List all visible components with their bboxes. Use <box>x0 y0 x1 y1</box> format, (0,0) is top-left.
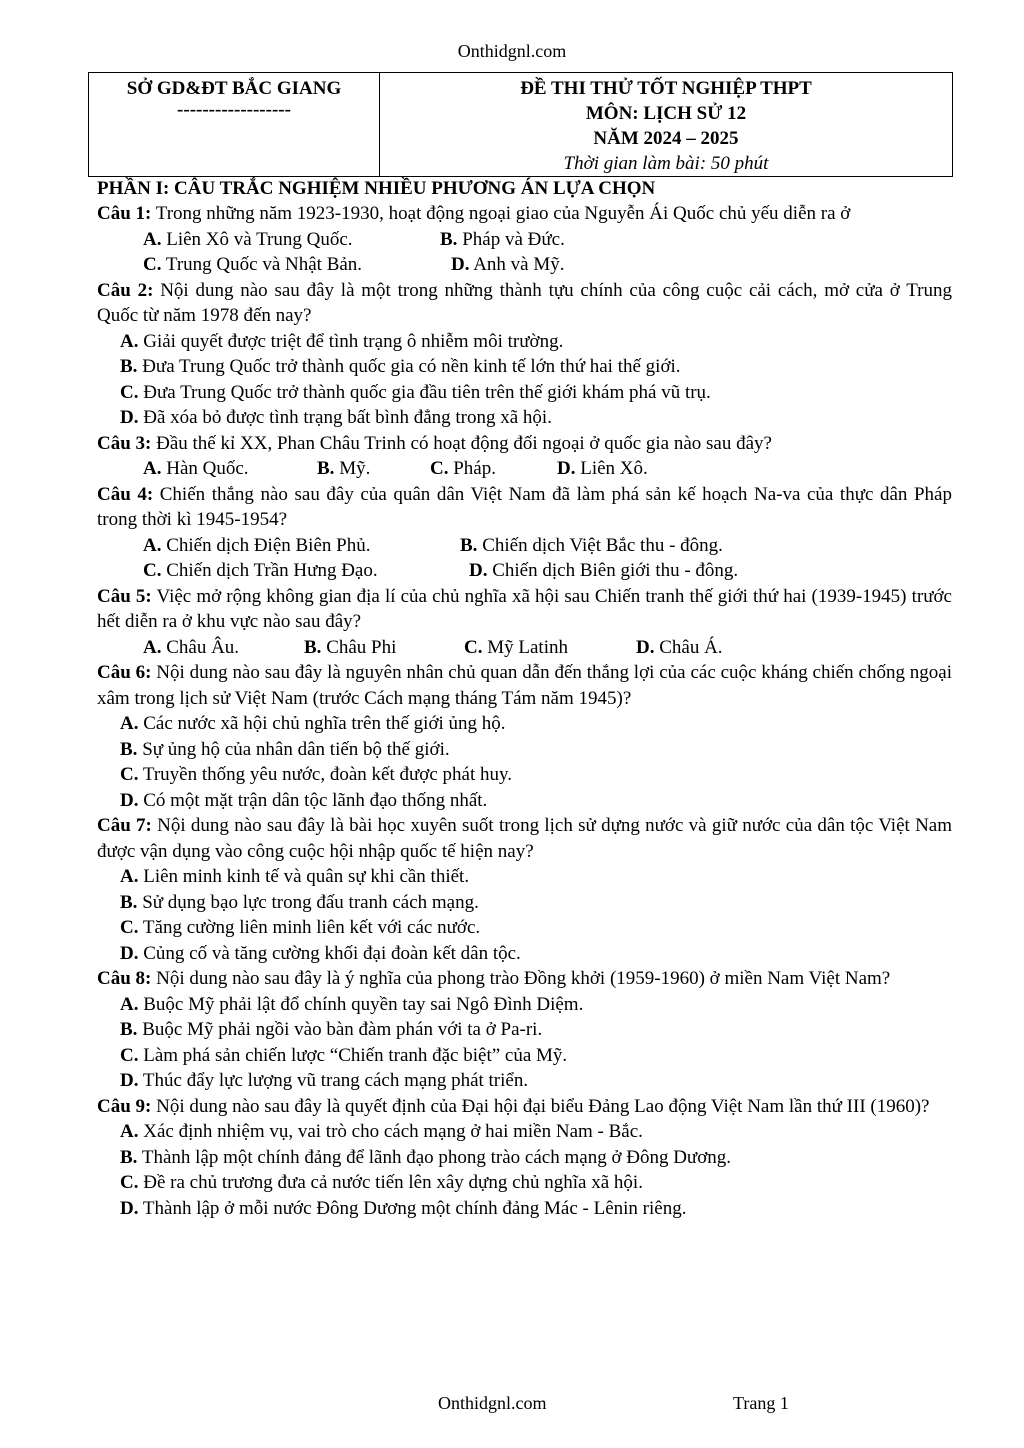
department-divider: ------------------ <box>177 99 291 120</box>
exam-subject: MÔN: LỊCH SỬ 12 <box>585 103 747 124</box>
question-text: Nội dung nào sau đây là ý nghĩa của phong trào Đồng khởi (1959-1960) ở miền Nam Việt Nam? <box>151 968 891 989</box>
option-text: Làm phá sản chiến lược “Chiến tranh đặc biệt” của Mỹ. <box>143 1044 568 1066</box>
option-text: Liên Xô. <box>580 458 648 479</box>
option-b <box>97 354 952 380</box>
option-letter: B. <box>120 1019 138 1040</box>
option-letter: A. <box>143 458 162 479</box>
question-text: Trong những năm 1923-1930, hoạt động ngoại giao của Nguyễn Ái Quốc chủ yếu diễn ra ở <box>151 203 851 224</box>
option-text: Xác định nhiệm vụ, vai trò cho cách mạng ở hai miền Nam - Bắc. <box>143 1121 643 1142</box>
option-text: Pháp và Đức. <box>462 228 565 250</box>
option-c <box>97 915 952 941</box>
option-letter: C. <box>120 764 139 785</box>
question-3 <box>97 431 952 457</box>
department-name: SỞ GD&ĐT BẮC GIANG <box>126 78 342 99</box>
site-header: Onthidgnl.com <box>457 41 567 61</box>
question-label: Câu 7: <box>97 815 152 836</box>
option-d <box>97 941 952 967</box>
option-letter: C. <box>430 458 449 479</box>
question-text: Nội dung nào sau đây là một trong những thành tựu chính của công cuộc cải cách, mở cửa ở Trung Quốc từ năm 1978 đến nay? <box>97 279 952 326</box>
option-letter: B. <box>317 458 335 479</box>
option-b <box>97 737 952 763</box>
option-d <box>97 1196 952 1222</box>
option-letter: C. <box>143 254 162 275</box>
option-b <box>440 227 565 253</box>
option-a <box>143 635 304 661</box>
question-7 <box>97 813 952 864</box>
option-text: Chiến dịch Việt Bắc thu - đông. <box>482 534 723 556</box>
option-text: Tăng cường liên minh liên kết với các nước. <box>142 917 481 938</box>
exam-header-table <box>88 72 953 177</box>
option-letter: B. <box>120 356 138 377</box>
option-c <box>143 252 451 278</box>
option-text: Trung Quốc và Nhật Bản. <box>165 254 363 275</box>
option-a <box>97 711 952 737</box>
option-text: Mỹ Latinh <box>487 636 568 658</box>
option-text: Đã xóa bỏ được tình trạng bất bình đẳng trong xã hội. <box>143 407 552 428</box>
option-text: Củng cố và tăng cường khối đại đoàn kết dân tộc. <box>143 942 521 964</box>
exam-title-cell <box>380 73 953 177</box>
option-letter: A. <box>120 330 139 352</box>
question-1 <box>97 201 952 227</box>
option-text: Châu Phi <box>326 636 397 658</box>
option-letter: D. <box>120 942 139 964</box>
option-a <box>143 456 317 482</box>
option-b <box>97 1017 952 1043</box>
option-text: Chiến dịch Điện Biên Phủ. <box>166 534 371 556</box>
question-label: Câu 6: <box>97 662 152 683</box>
option-letter: A. <box>120 993 139 1015</box>
option-text: Mỹ. <box>339 458 371 479</box>
question-6 <box>97 660 952 711</box>
question-text: Nội dung nào sau đây là nguyên nhân chủ quan dẫn đến thắng lợi của các cuộc kháng chiến chống ngoại xâm trong lịch sử Việt Nam (trước Cách mạng tháng Tám năm 1945)? <box>97 662 952 709</box>
exam-duration: Thời gian làm bài: 50 phút <box>563 153 769 174</box>
option-d <box>97 405 952 431</box>
question-label: Câu 1: <box>97 203 152 224</box>
option-text: Chiến dịch Biên giới thu - đông. <box>492 560 739 581</box>
option-text: Châu Á. <box>659 636 723 658</box>
question-label: Câu 9: <box>97 1095 152 1117</box>
option-b <box>97 890 952 916</box>
option-text: Hàn Quốc. <box>166 458 249 479</box>
department-cell <box>89 73 380 177</box>
question-text: Đầu thế kỉ XX, Phan Châu Trinh có hoạt động đối ngoại ở quốc gia nào sau đây? <box>151 432 772 454</box>
options-row <box>97 456 952 482</box>
option-a <box>97 329 952 355</box>
page-number: Trang 1 <box>733 1393 789 1413</box>
option-text: Có một mặt trận dân tộc lãnh đạo thống nhất. <box>143 789 488 811</box>
option-letter: D. <box>451 254 470 275</box>
options-row <box>97 252 952 278</box>
question-text: Chiến thắng nào sau đây của quân dân Việt Nam đã làm phá sản kế hoạch Na-va của thực dân Pháp trong thời kì 1945-1954? <box>97 483 952 530</box>
option-d <box>636 635 723 661</box>
option-letter: A. <box>143 228 162 250</box>
option-b <box>97 1145 952 1171</box>
option-a <box>97 992 952 1018</box>
option-b <box>460 533 723 559</box>
option-c <box>464 635 636 661</box>
question-label: Câu 3: <box>97 432 152 454</box>
question-8 <box>97 966 952 992</box>
option-text: Pháp. <box>453 458 496 479</box>
option-text: Thúc đẩy lực lượng vũ trang cách mạng phát triển. <box>142 1070 529 1091</box>
option-text: Sử dụng bạo lực trong đấu tranh cách mạng. <box>142 891 479 913</box>
option-letter: C. <box>120 1172 139 1193</box>
option-c <box>143 558 469 584</box>
option-d <box>557 456 648 482</box>
option-letter: D. <box>557 458 576 479</box>
question-label: Câu 2: <box>97 279 154 301</box>
option-letter: C. <box>464 636 483 658</box>
option-b <box>304 635 464 661</box>
question-label: Câu 5: <box>97 585 152 607</box>
option-letter: A. <box>143 636 162 658</box>
option-letter: D. <box>636 636 655 658</box>
option-letter: A. <box>143 534 162 556</box>
option-letter: C. <box>120 1044 139 1066</box>
option-a <box>143 533 460 559</box>
option-d <box>97 788 952 814</box>
option-text: Buộc Mỹ phải ngồi vào bàn đàm phán với ta ở Pa-ri. <box>142 1019 543 1040</box>
option-text: Thành lập ở mỗi nước Đông Dương một chính đảng Mác - Lênin riêng. <box>142 1197 687 1219</box>
option-letter: D. <box>120 1197 139 1219</box>
option-letter: B. <box>460 534 478 556</box>
option-text: Các nước xã hội chủ nghĩa trên thế giới ủng hộ. <box>143 713 506 734</box>
option-letter: B. <box>120 738 138 760</box>
option-text: Truyền thống yêu nước, đoàn kết được phát huy. <box>142 764 512 785</box>
option-letter: D. <box>469 560 488 581</box>
question-text: Việc mở rộng không gian địa lí của chủ nghĩa xã hội sau Chiến tranh thế giới thứ hai (1939-1945) trước hết diễn ra ở khu vực nào sau đây? <box>97 585 952 632</box>
option-text: Đưa Trung Quốc trở thành quốc gia có nền kinh tế lớn thứ hai thế giới. <box>142 356 681 377</box>
option-letter: B. <box>304 636 322 658</box>
option-letter: A. <box>120 1121 139 1142</box>
option-text: Buộc Mỹ phải lật đổ chính quyền tay sai Ngô Đình Diệm. <box>143 993 584 1015</box>
option-letter: C. <box>143 560 162 581</box>
exam-year: NĂM 2024 – 2025 <box>593 128 739 149</box>
option-text: Đề ra chủ trương đưa cả nước tiến lên xây dựng chủ nghĩa xã hội. <box>143 1172 643 1193</box>
options-row <box>97 227 952 253</box>
option-text: Giải quyết được triệt để tình trạng ô nhiễm môi trường. <box>143 330 564 352</box>
option-text: Liên minh kinh tế và quân sự khi cần thiết. <box>143 866 470 887</box>
option-text: Đưa Trung Quốc trở thành quốc gia đầu tiên trên thế giới khám phá vũ trụ. <box>143 381 711 403</box>
option-letter: D. <box>120 789 139 811</box>
option-c <box>97 380 952 406</box>
option-text: Anh và Mỹ. <box>473 254 565 275</box>
option-letter: D. <box>120 407 139 428</box>
option-text: Châu Âu. <box>166 636 240 658</box>
option-d <box>97 1068 952 1094</box>
option-c <box>97 762 952 788</box>
option-letter: B. <box>120 891 138 913</box>
option-c <box>430 456 557 482</box>
option-letter: C. <box>120 381 139 403</box>
option-text: Sự ủng hộ của nhân dân tiến bộ thế giới. <box>142 738 450 760</box>
option-letter: D. <box>120 1070 139 1091</box>
question-text: Nội dung nào sau đây là quyết định của Đại hội đại biểu Đảng Lao động Việt Nam lần thứ III (1960)? <box>151 1095 930 1117</box>
section-title: PHẦN I: CÂU TRẮC NGHIỆM NHIỀU PHƯƠNG ÁN LỰA CHỌN <box>97 178 656 199</box>
question-5 <box>97 584 952 635</box>
option-a <box>97 1119 952 1145</box>
option-text: Thành lập một chính đảng để lãnh đạo phong trào cách mạng ở Đông Dương. <box>141 1146 732 1168</box>
option-a <box>143 227 440 253</box>
question-text: Nội dung nào sau đây là bài học xuyên suốt trong lịch sử dựng nước và giữ nước của dân tộc Việt Nam được vận dụng vào công cuộc hội nhập quốc tế hiện nay? <box>97 815 952 862</box>
option-b <box>317 456 430 482</box>
question-9 <box>97 1094 952 1120</box>
option-text: Liên Xô và Trung Quốc. <box>166 228 353 250</box>
question-label: Câu 4: <box>97 483 154 505</box>
option-d <box>469 558 738 584</box>
option-letter: B. <box>120 1146 138 1168</box>
option-a <box>97 864 952 890</box>
exam-content <box>97 176 952 1221</box>
question-2 <box>97 278 952 329</box>
exam-title: ĐỀ THI THỬ TỐT NGHIỆP THPT <box>520 78 812 99</box>
options-row <box>97 558 952 584</box>
option-c <box>97 1170 952 1196</box>
option-letter: B. <box>440 228 458 250</box>
question-label: Câu 8: <box>97 968 152 989</box>
option-d <box>451 252 565 278</box>
options-row <box>97 635 952 661</box>
footer-site: Onthidgnl.com <box>438 1393 547 1413</box>
option-letter: A. <box>120 713 139 734</box>
options-row <box>97 533 952 559</box>
option-letter: A. <box>120 866 139 887</box>
option-c <box>97 1043 952 1069</box>
option-text: Chiến dịch Trần Hưng Đạo. <box>166 560 378 581</box>
question-4 <box>97 482 952 533</box>
option-letter: C. <box>120 917 139 938</box>
